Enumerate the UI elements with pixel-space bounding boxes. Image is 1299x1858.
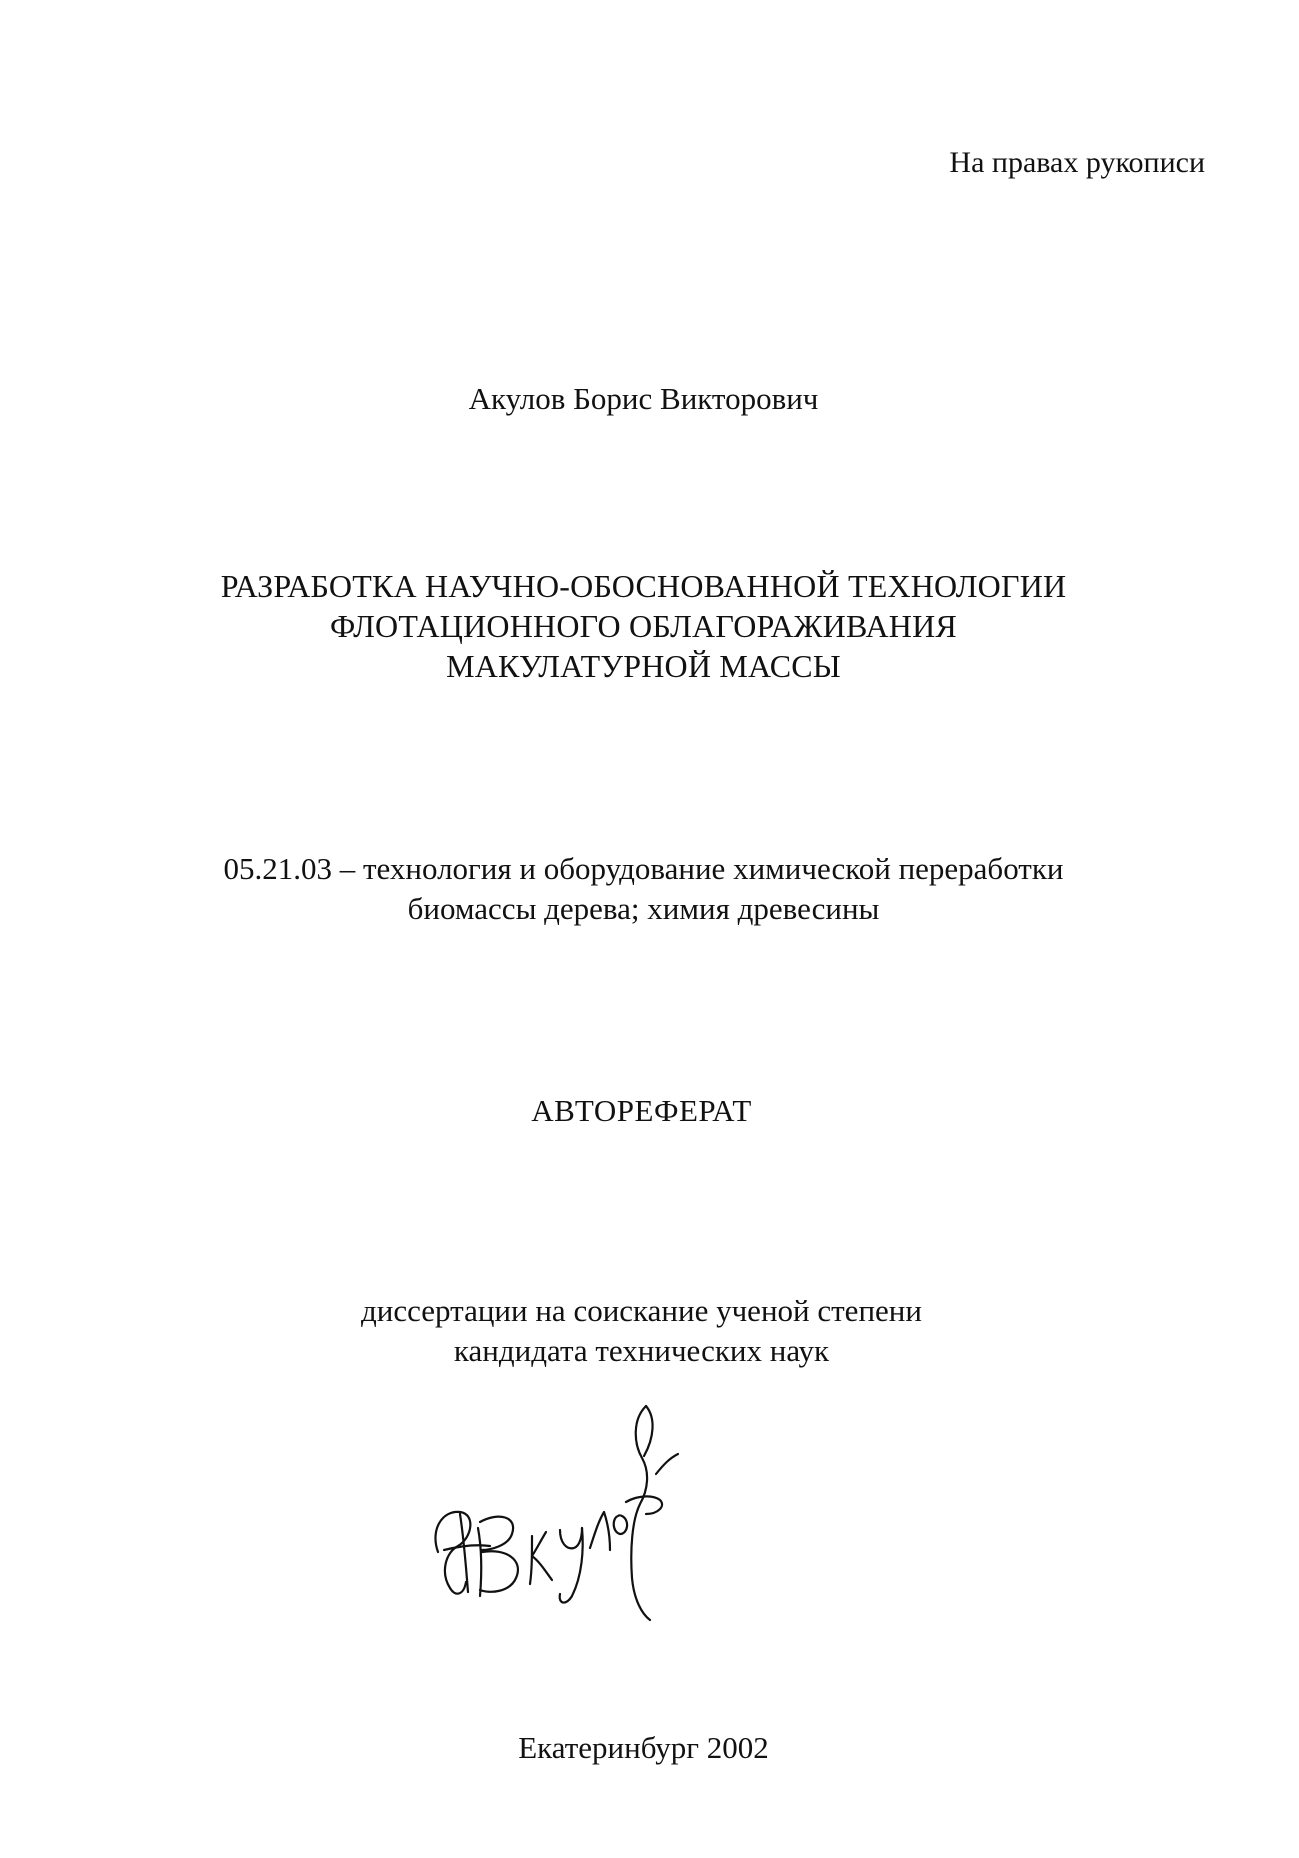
title-line-3: МАКУЛАТУРНОЙ МАССЫ — [446, 648, 841, 684]
specialty-line-2: биомассы дерева; химия древесины — [407, 891, 880, 926]
author-name: Акулов Борис Викторович — [468, 381, 819, 416]
city-year: Екатеринбург 2002 — [518, 1730, 769, 1765]
document-type: АВТОРЕФЕРАТ — [531, 1093, 752, 1128]
manuscript-note: На правах рукописи — [949, 146, 1205, 179]
title-line-2: ФЛОТАЦИОННОГО ОБЛАГОРАЖИВАНИЯ — [330, 608, 957, 644]
degree-line-1: диссертации на соискание ученой степени — [361, 1293, 922, 1328]
signature-icon — [420, 1400, 680, 1630]
specialty-line-1: 05.21.03 – технология и оборудование химической переработки — [223, 851, 1064, 886]
degree-line-2: кандидата технических наук — [453, 1333, 830, 1368]
title-line-1: РАЗРАБОТКА НАУЧНО-ОБОСНОВАННОЙ ТЕХНОЛОГИИ — [220, 568, 1067, 604]
